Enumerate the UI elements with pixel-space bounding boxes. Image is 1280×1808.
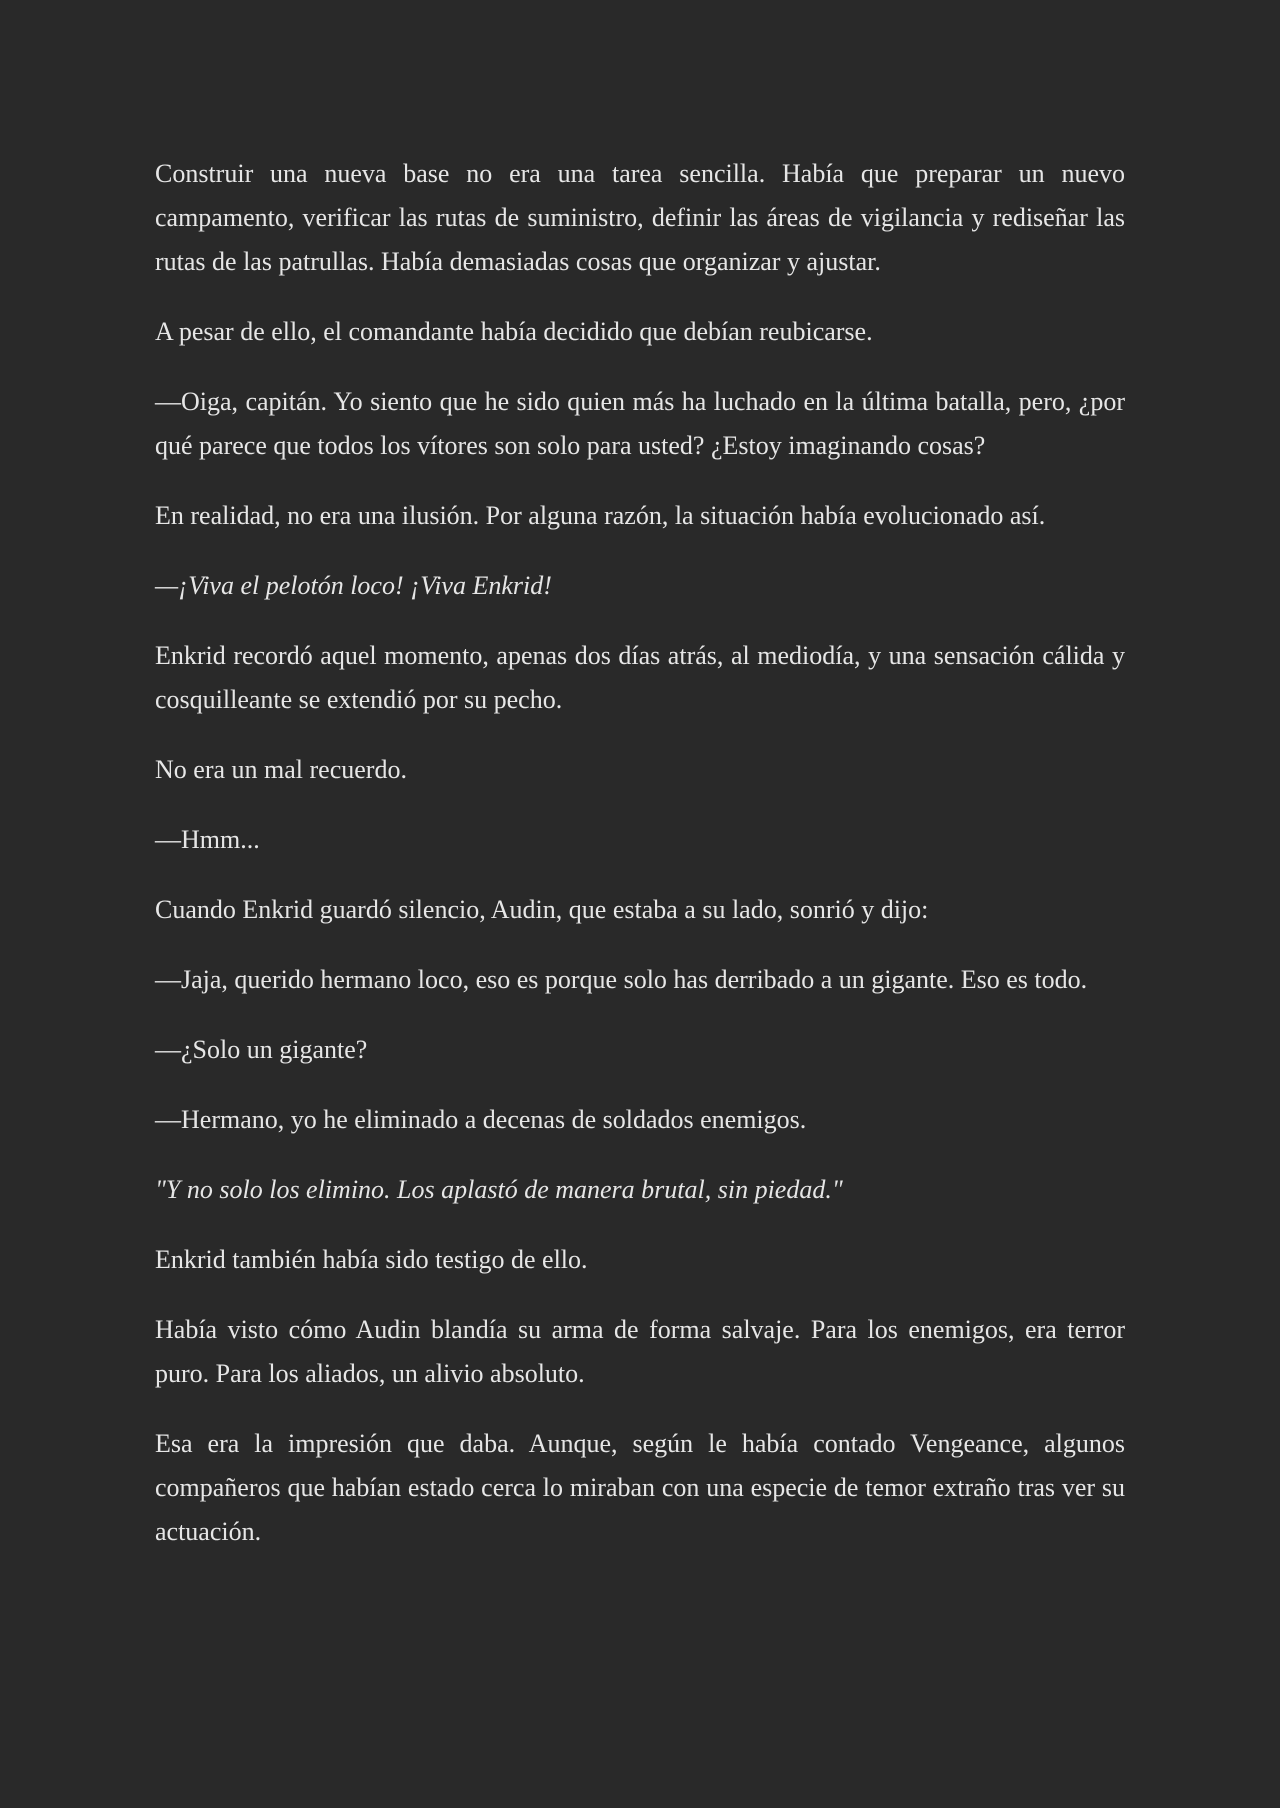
dialogue-paragraph: —Hmm...: [155, 825, 260, 854]
paragraph: Enkrid recordó aquel momento, apenas dos días atrás, al mediodía, y una sensación cálida y cosquilleante se extendió por su pecho.: [155, 641, 1125, 714]
italic-dialogue-paragraph: —¡Viva el pelotón loco! ¡Viva Enkrid!: [155, 571, 552, 600]
paragraph: Había visto cómo Audin blandía su arma de forma salvaje. Para los enemigos, era terror puro. Para los aliados, un alivio absoluto.: [155, 1315, 1125, 1388]
paragraph: En realidad, no era una ilusión. Por alguna razón, la situación había evolucionado así.: [155, 501, 1046, 530]
paragraph: Cuando Enkrid guardó silencio, Audin, que estaba a su lado, sonrió y dijo:: [155, 895, 929, 924]
paragraph: Construir una nueva base no era una tarea sencilla. Había que preparar un nuevo campamento, verificar las rutas de suministro, definir las áreas de vigilancia y rediseñar las rutas de las patrullas. Había demasiadas cosas que organizar y ajustar.: [155, 159, 1125, 276]
paragraph: Enkrid también había sido testigo de ello.: [155, 1245, 588, 1274]
paragraph: No era un mal recuerdo.: [155, 755, 407, 784]
dialogue-paragraph: —Oiga, capitán. Yo siento que he sido quien más ha luchado en la última batalla, pero, ¿por qué parece que todos los vítores son solo para usted? ¿Estoy imaginando cosas?: [155, 387, 1125, 460]
paragraph: Esa era la impresión que daba. Aunque, según le había contado Vengeance, algunos compañeros que habían estado cerca lo miraban con una especie de temor extraño tras ver su actuación.: [155, 1429, 1125, 1546]
italic-thought-paragraph: "Y no solo los elimino. Los aplastó de manera brutal, sin piedad.": [155, 1175, 843, 1204]
dialogue-paragraph: —¿Solo un gigante?: [155, 1035, 368, 1064]
dialogue-paragraph: —Jaja, querido hermano loco, eso es porque solo has derribado a un gigante. Eso es todo.: [155, 965, 1088, 994]
dialogue-paragraph: —Hermano, yo he eliminado a decenas de soldados enemigos.: [155, 1105, 807, 1134]
paragraph: A pesar de ello, el comandante había decidido que debían reubicarse.: [155, 317, 873, 346]
